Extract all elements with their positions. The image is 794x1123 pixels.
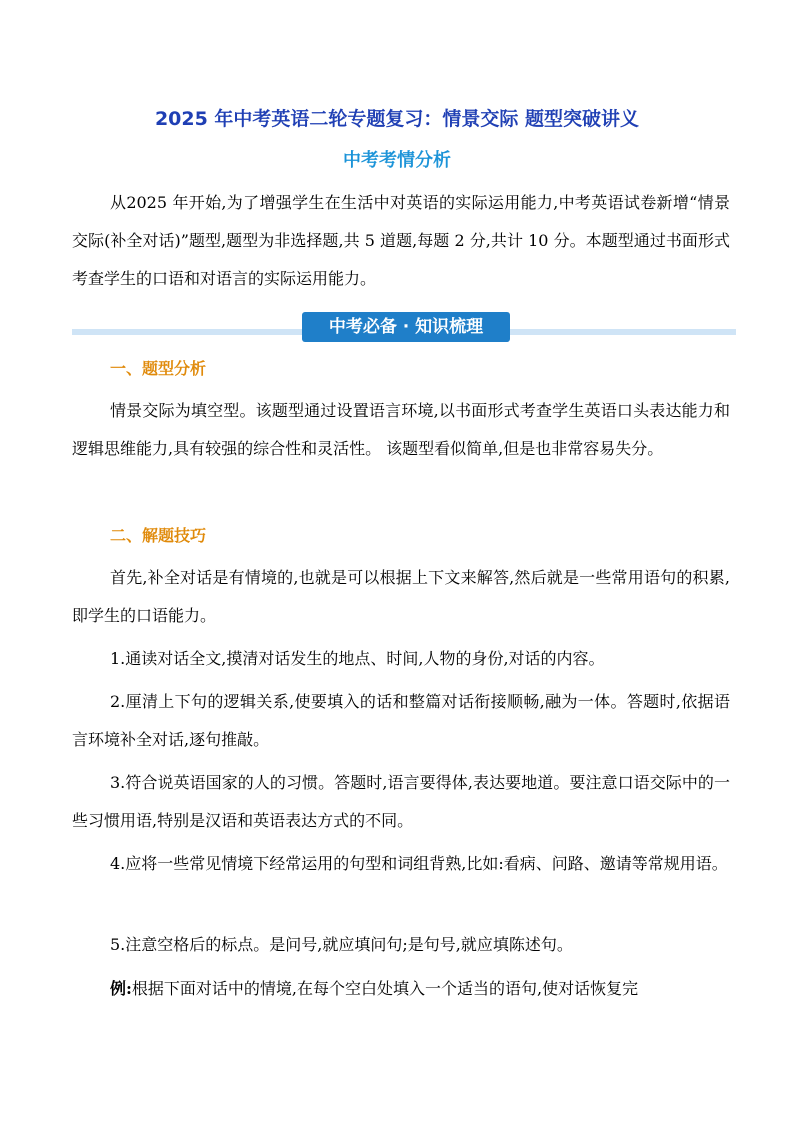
question-analysis-paragraph: 情景交际为填空型。该题型通过设置语言环境,以书面形式考查学生英语口头表达能力和逻辑思维能力,具有较强的综合性和灵活性。 该题型看似简单,但是也非常容易失分。 bbox=[72, 401, 730, 458]
example-label: 例: bbox=[110, 979, 132, 998]
knowledge-banner: 中考必备 · 知识梳理 bbox=[302, 312, 510, 342]
tip-item-2: 2.厘清上下句的逻辑关系,使要填入的话和整篇对话衔接顺畅,融为一体。答题时,依据语言环境补全对话,逐句推敲。 bbox=[72, 692, 730, 749]
heading-solving-tips: 二、解题技巧 bbox=[110, 526, 207, 545]
solving-tips-paragraph: 首先,补全对话是有情境的,也就是可以根据上下文来解答,然后就是一些常用语句的积累,即学生的口语能力。 bbox=[72, 568, 730, 625]
intro-paragraph: 从2025 年开始,为了增强学生在生活中对英语的实际运用能力,中考英语试卷新增“情景交际(补全对话)”题型,题型为非选择题,共 5 道题,每题 2 分,共计 10 分。本题型通过书面形式考查学生的口语和对语言的实际运用能力。 bbox=[72, 193, 730, 288]
tip-item-3: 3.符合说英语国家的人的习惯。答题时,语言要得体,表达要地道。要注意口语交际中的一些习惯用语,特别是汉语和英语表达方式的不同。 bbox=[72, 773, 730, 830]
section-subtitle: 中考考情分析 bbox=[343, 150, 451, 171]
example-text: 根据下面对话中的情境,在每个空白处填入一个适当的语句,使对话恢复完 bbox=[131, 979, 639, 998]
example-paragraph bbox=[72, 970, 730, 1008]
heading-question-analysis: 一、题型分析 bbox=[110, 359, 207, 378]
tip-item-5: 5.注意空格后的标点。是问号,就应填问句;是句号,就应填陈述句。 bbox=[110, 935, 573, 954]
tip-item-1: 1.通读对话全文,摸清对话发生的地点、时间,人物的身份,对话的内容。 bbox=[110, 649, 605, 668]
document-title: 2025 年中考英语二轮专题复习：情景交际 题型突破讲义 bbox=[154, 108, 640, 130]
tip-item-4: 4.应将一些常见情境下经常运用的句型和词组背熟,比如:看病、问路、邀请等常规用语。 bbox=[110, 854, 728, 873]
